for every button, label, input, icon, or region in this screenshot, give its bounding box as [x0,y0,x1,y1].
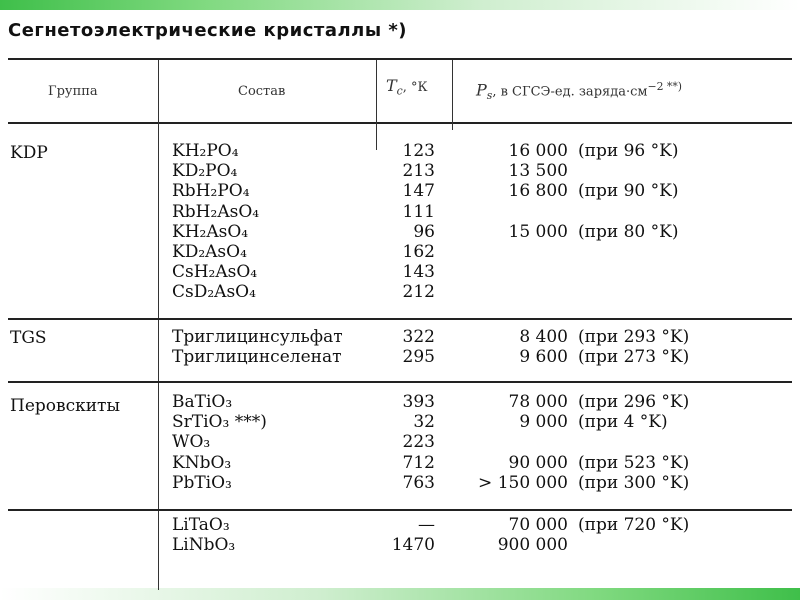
ps-cell [470,347,730,367]
ps-cell [470,453,730,473]
ps-cell [470,535,730,555]
tc-cell: 1470 [391,535,435,555]
ps-note: (при 4 °K) [578,412,668,432]
ps-cell [470,262,730,282]
tc-cell: 123 [402,141,435,161]
group-rule-perovskites [8,381,792,383]
column-divider-1 [158,60,159,130]
ps-cell [470,202,730,222]
header-ps [476,80,682,102]
top-accent-band [0,0,800,10]
ps-cell [470,392,730,412]
group-rule-tgs [8,318,792,320]
composition-cell: KH₂AsO₄ [172,222,249,242]
composition-cell: KH₂PO₄ [172,141,239,161]
tc-cell: — [418,515,435,535]
tc-sub: c [396,84,403,98]
tc-cell: 212 [402,282,435,302]
column-divider-1b [158,130,159,590]
ps-cell [470,412,730,432]
composition-cell: KNbO₃ [172,453,232,473]
ps-cell [470,222,730,242]
column-divider-2 [376,60,377,130]
ps-cell [470,327,730,347]
header-top-rule [8,58,792,60]
tc-cell: 763 [402,473,435,493]
bottom-accent-band [0,588,800,600]
ps-unit: , в СГСЭ-ед. заряда·см [492,84,648,100]
ps-cell [452,473,712,493]
ps-value: 15 000 [508,222,568,242]
tc-unit: , °К [402,80,428,95]
ps-note: (при 96 °K) [578,141,679,161]
column-divider-3 [452,60,453,130]
ps-value: 70 000 [508,515,568,535]
ps-note: (при 720 °K) [578,515,690,535]
composition-cell: CsD₂AsO₄ [172,282,256,302]
ps-note: (при 300 °K) [578,473,690,493]
composition-cell: PbTiO₃ [172,473,232,493]
ps-note: (при 273 °K) [578,347,690,367]
ps-note: (при 80 °K) [578,222,679,242]
header-bottom-rule [8,122,792,124]
tc-cell: 213 [402,161,435,181]
ps-cell [470,515,730,535]
ps-value: 13 500 [508,161,568,181]
tc-cell: 162 [402,242,435,262]
ps-value: 90 000 [508,453,568,473]
composition-cell: CsH₂AsO₄ [172,262,258,282]
tc-cell: 223 [402,432,435,452]
tc-cell: 96 [413,222,435,242]
group-name-perovskites: Перовскиты [10,396,120,416]
tc-cell: 147 [402,181,435,201]
ps-note: (при 296 °K) [578,392,690,412]
tc-cell: 322 [402,327,435,347]
tc-cell: 712 [402,453,435,473]
ps-cell [470,141,730,161]
ps-symbol: P [476,80,487,100]
tc-cell: 111 [402,202,435,222]
page-title: Сегнетоэлектрические кристаллы *) [8,20,408,41]
ps-value: > 150 000 [478,473,568,493]
ps-exp: −2 **) [647,80,682,93]
composition-cell: BaTiO₃ [172,392,233,412]
ps-value: 900 000 [497,535,568,555]
composition-cell: RbH₂AsO₄ [172,202,260,222]
ps-note: (при 293 °K) [578,327,690,347]
ps-value: 9 600 [519,347,568,367]
composition-cell: Триглицинселенат [172,347,342,367]
ps-cell [470,282,730,302]
ps-value: 16 000 [508,141,568,161]
composition-cell: KD₂PO₄ [172,161,238,181]
group-name-tgs: TGS [10,328,47,348]
group-name-kdp: KDP [10,143,48,163]
composition-cell: LiNbO₃ [172,535,236,555]
ps-cell [470,432,730,452]
tc-cell: 32 [413,412,435,432]
header-tc [386,76,428,98]
header-composition: Состав [238,84,286,99]
composition-cell: LiTaO₃ [172,515,230,535]
ps-sub: s [486,88,493,102]
tc-cell: 393 [402,392,435,412]
composition-cell: SrTiO₃ ***) [172,412,267,432]
composition-cell: WO₃ [172,432,211,452]
ps-cell [470,161,730,181]
ps-note: (при 523 °K) [578,453,690,473]
header-group: Группа [48,84,98,99]
composition-cell: KD₂AsO₄ [172,242,247,262]
ps-value: 16 800 [508,181,568,201]
ps-value: 9 000 [519,412,568,432]
ps-value: 8 400 [519,327,568,347]
tc-symbol: T [386,76,397,95]
tc-cell: 295 [402,347,435,367]
ps-note: (при 90 °K) [578,181,679,201]
ps-cell [470,242,730,262]
ps-cell [470,181,730,201]
tc-cell: 143 [402,262,435,282]
ps-value: 78 000 [508,392,568,412]
group-rule-other [8,509,792,511]
composition-cell: Триглицинсульфат [172,327,343,347]
composition-cell: RbH₂PO₄ [172,181,250,201]
